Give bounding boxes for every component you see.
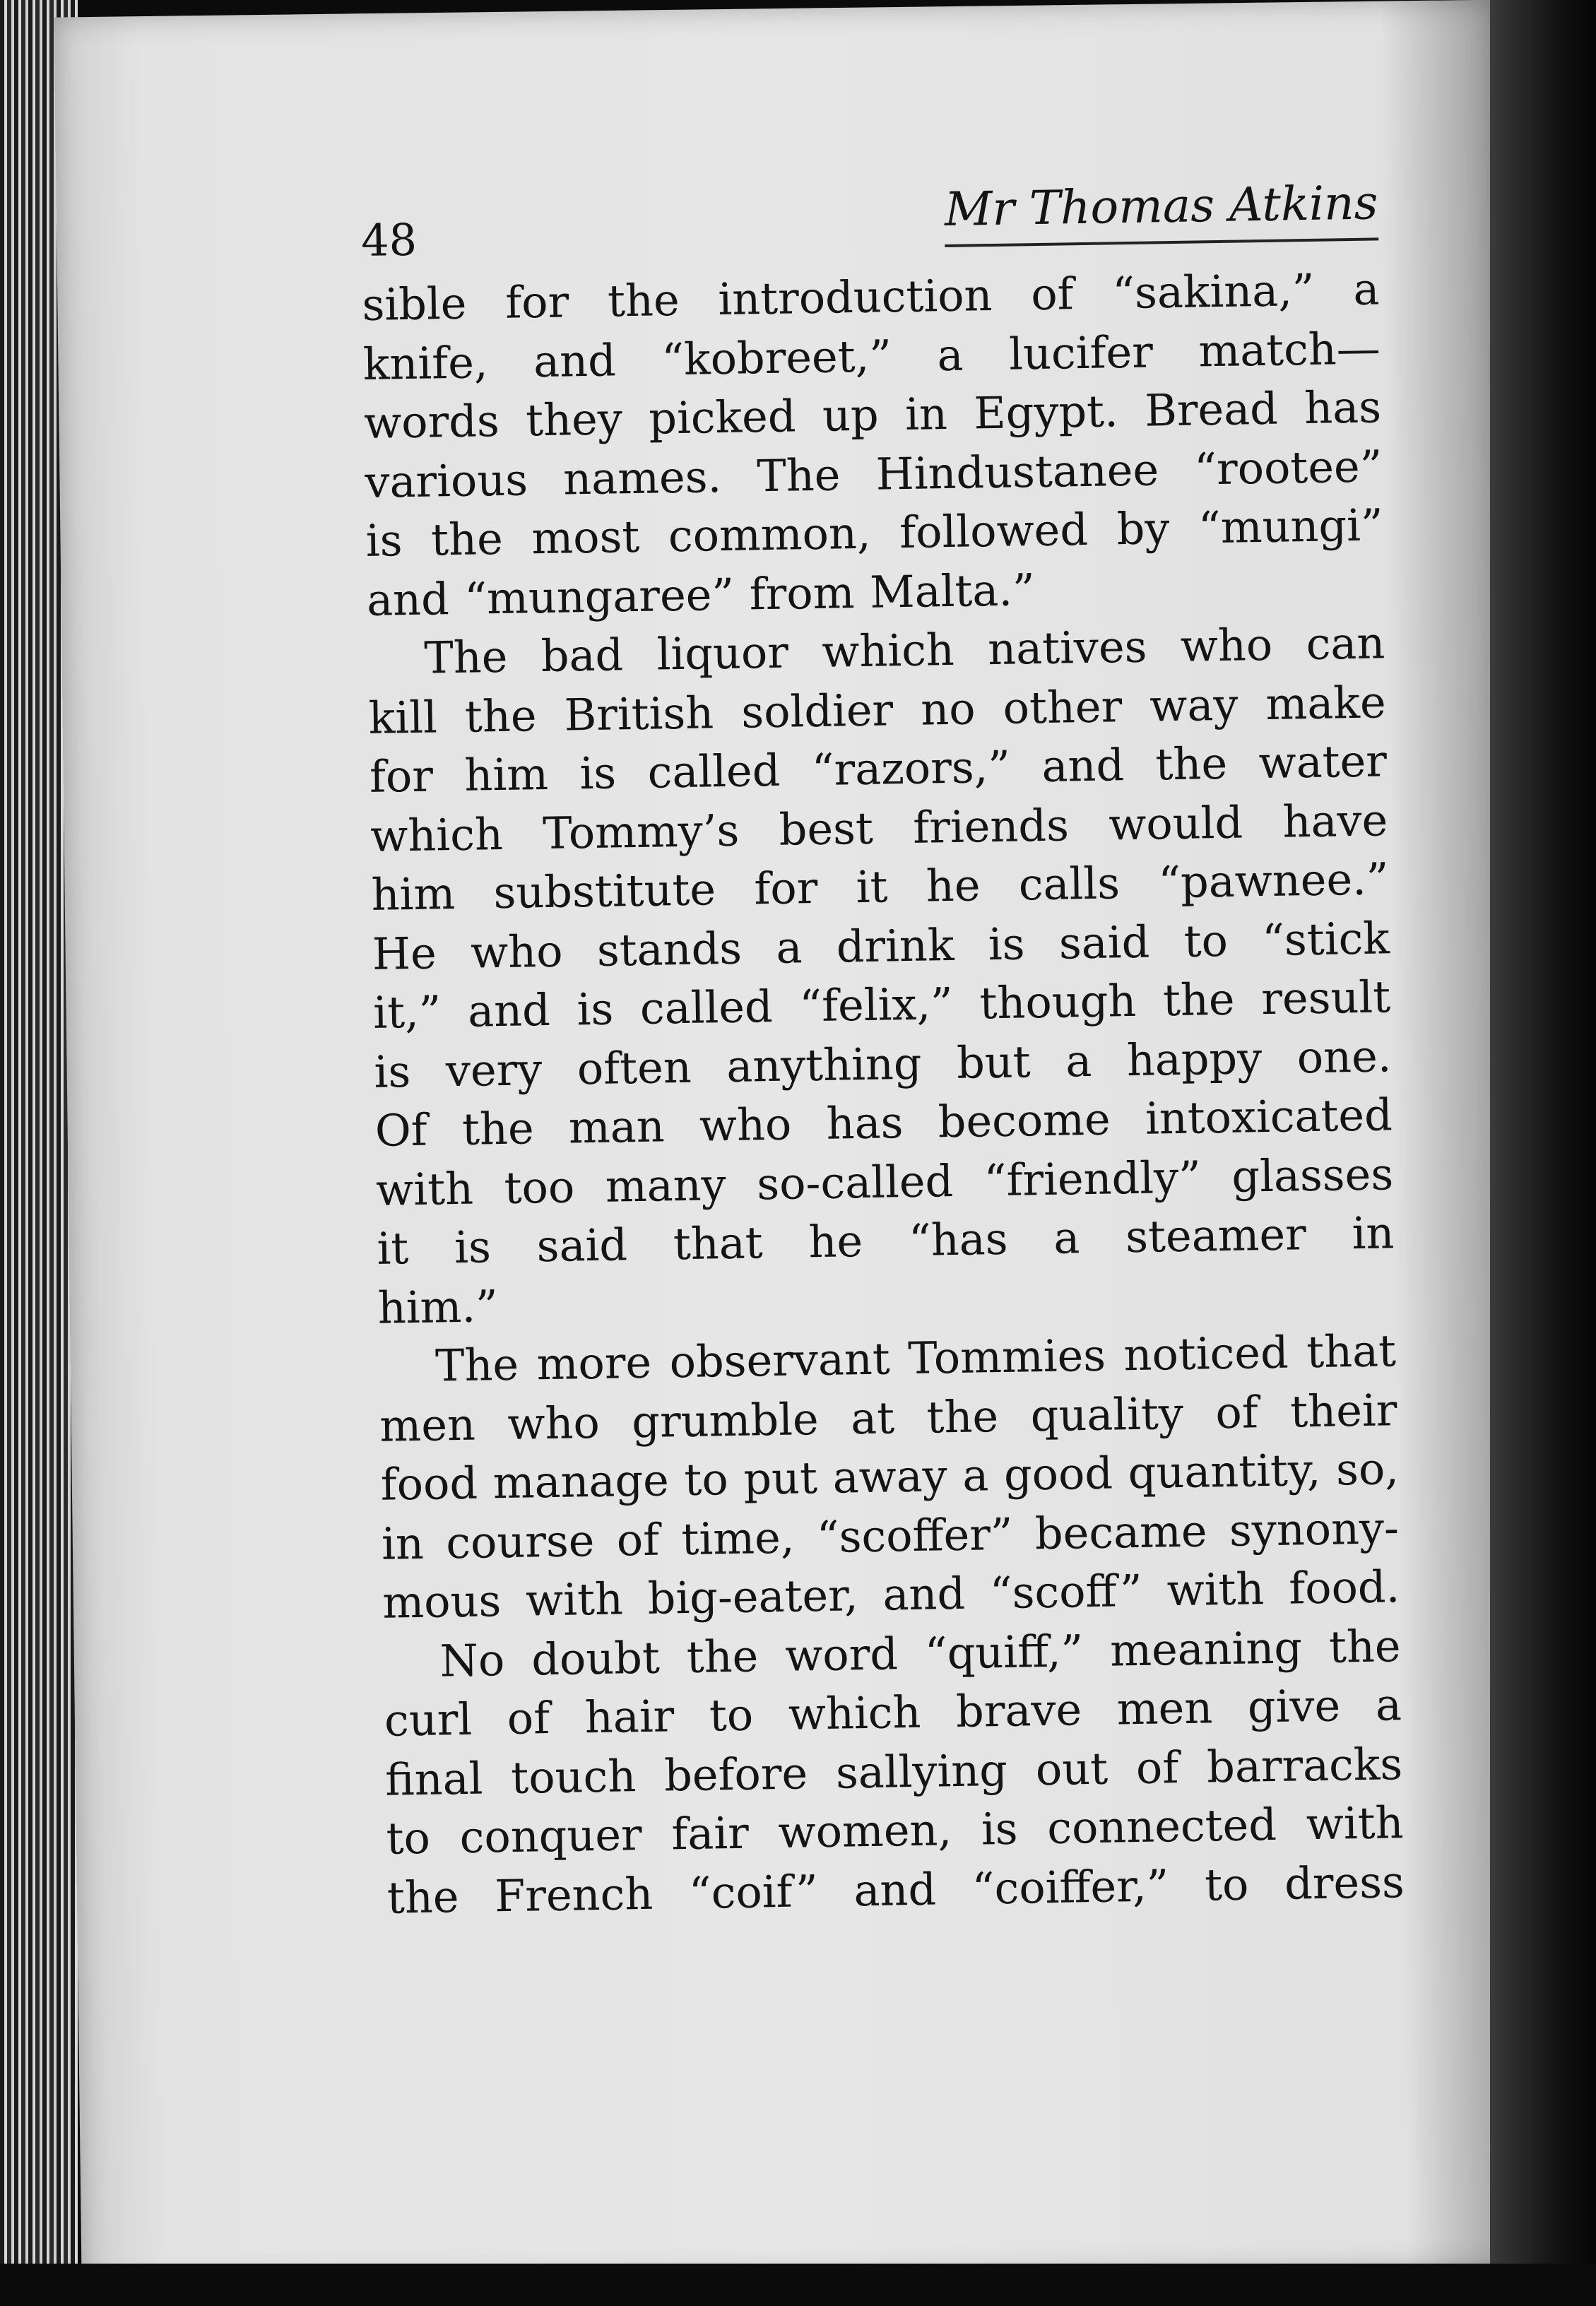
page-text-block: [360, 175, 1405, 1927]
text-line: him substitute for it he calls “pawnee.”: [371, 853, 1390, 921]
text-line: kill the British soldier no other way make: [368, 675, 1387, 744]
text-line: men who grumble at the quality of their: [379, 1383, 1397, 1452]
text-line: curl of hair to which brave men give a: [384, 1679, 1402, 1746]
text-line: various names. The Hindustanee “rootee”: [364, 439, 1383, 508]
text-line: with too many so-called “friendly” glasses: [375, 1147, 1394, 1216]
text-line: final touch before sallying out of barracks: [384, 1737, 1403, 1806]
paragraph: [367, 613, 1396, 1337]
paragraph: [383, 1616, 1405, 1927]
text-line: He who stands a drink is said to “stick: [372, 911, 1390, 980]
text-line: is the most common, followed by “mungi”: [365, 499, 1384, 567]
text-line: The more observant Tommies noticed that: [435, 1325, 1397, 1392]
page-number: 48: [360, 213, 418, 266]
text-line: and “mungaree” from Malta.”: [366, 563, 1036, 626]
text-line: The bad liquor which natives who can: [423, 617, 1385, 684]
text-line: the French “coif” and “coiffer,” to dress: [386, 1855, 1405, 1924]
text-line: No doubt the word “quiff,” meaning the: [439, 1619, 1402, 1686]
text-line: words they picked up in Egypt. Bread has: [363, 381, 1382, 449]
right-gutter-shadow: [1490, 0, 1596, 2306]
paragraph: [362, 259, 1385, 629]
text-line: is very often anything but a happy one.: [374, 1029, 1392, 1098]
running-title: Mr Thomas Atkins: [944, 175, 1378, 247]
text-line: it is said that he “has a steamer in: [376, 1207, 1395, 1275]
text-line: knife, and “kobreet,” a lucifer match—: [362, 321, 1381, 390]
text-line: it,” and is called “felix,” though the result: [372, 971, 1391, 1039]
text-line: him.”: [377, 1279, 499, 1334]
running-head: [360, 175, 1379, 268]
text-line: mous with big-eater, and “scoff” with food.: [382, 1561, 1400, 1628]
text-line: Of the man who has become intoxicated: [374, 1089, 1393, 1157]
text-line: in course of time, “scoffer” became synony-: [381, 1501, 1400, 1570]
text-line: for him is called “razors,” and the water: [369, 735, 1388, 803]
text-line: which Tommy’s best friends would have: [370, 793, 1388, 862]
text-line: food manage to put away a good quantity, so,: [380, 1443, 1400, 1510]
text-line: sible for the introduction of “sakina,” a: [361, 263, 1380, 331]
bottom-shadow: [0, 2264, 1596, 2306]
paragraph: [378, 1321, 1400, 1632]
text-line: to conquer fair women, is connected with: [386, 1797, 1405, 1864]
